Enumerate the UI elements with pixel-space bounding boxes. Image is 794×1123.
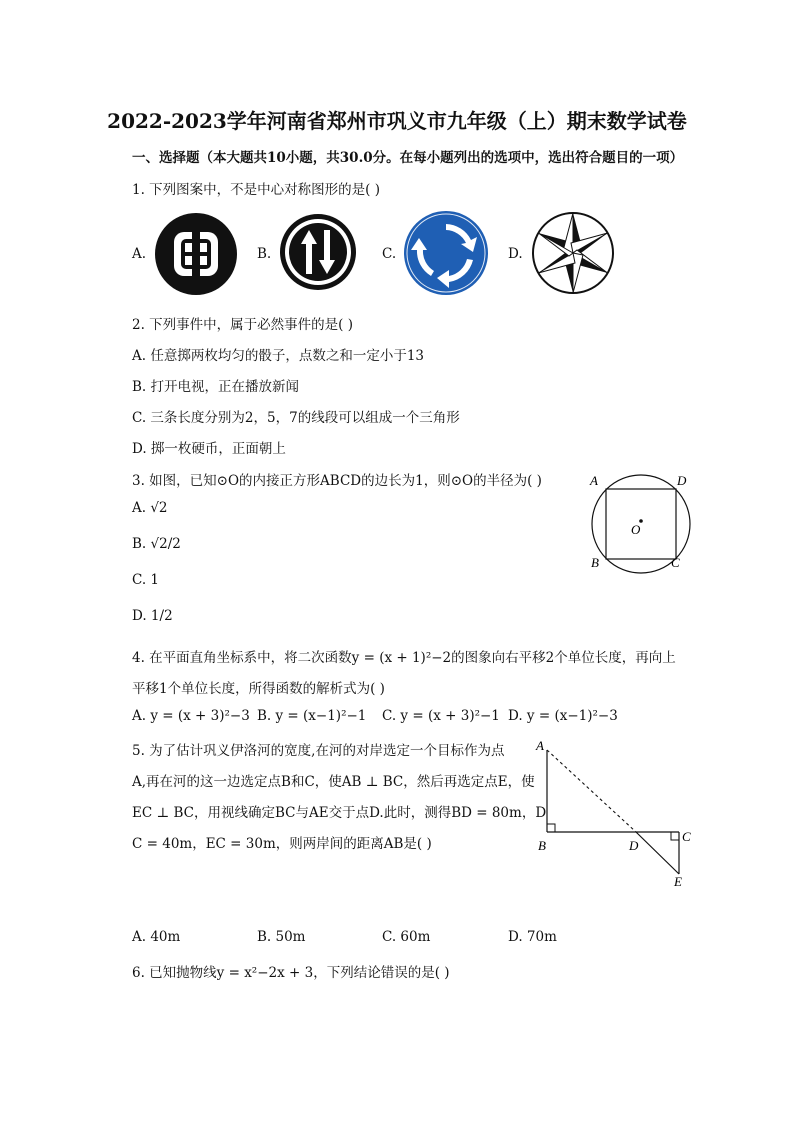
q3-option-c: C. 1	[132, 572, 160, 588]
q1-stem: 1. 下列图案中，不是中心对称图形的是( )	[132, 182, 380, 198]
q5-line4: C = 40m，EC = 30m，则两岸间的距离AB是( )	[132, 836, 432, 852]
q3-stem: 3. 如图，已知⊙O的内接正方形ABCD的边长为1，则⊙O的半径为( )	[132, 473, 542, 489]
label-a: A	[590, 473, 598, 488]
q3-option-a: A. √2	[132, 500, 168, 516]
label-b: B	[591, 555, 599, 570]
coin-symbol-figure	[154, 212, 238, 296]
q3-option-d: D. 1/2	[132, 608, 173, 624]
roundabout-sign-figure	[403, 210, 489, 296]
q4-option-d: D. y = (x−1)²−3	[508, 708, 618, 724]
q5-option-c: C. 60m	[382, 929, 431, 945]
page-title: 2022-2023学年河南省郑州市巩义市九年级（上）期末数学试卷	[107, 109, 687, 133]
q5-line2: A,再在河的这一边选定点B和C，使AB ⊥ BC，然后再选定点E，使	[132, 774, 535, 790]
river-triangle-figure	[532, 736, 702, 892]
section-heading: 一、选择题（本大题共10小题，共30.0分。在每小题列出的选项中，选出符合题目的一项）	[132, 150, 684, 166]
q2-option-c: C. 三条长度分别为2，5，7的线段可以组成一个三角形	[132, 410, 460, 426]
q4-stem-line2: 平移1个单位长度，所得函数的解析式为( )	[132, 681, 385, 697]
label-c: C	[682, 829, 691, 844]
q4-stem-line1: 4. 在平面直角坐标系中，将二次函数y = (x + 1)²−2的图象向右平移2个单位长度，再向上	[132, 650, 676, 666]
q1-option-d: D.	[508, 246, 523, 262]
label-c: C	[671, 555, 680, 570]
q2-option-b: B. 打开电视，正在播放新闻	[132, 379, 300, 395]
q2-stem: 2. 下列事件中，属于必然事件的是( )	[132, 317, 353, 333]
q5-line1: 5. 为了估计巩义伊洛河的宽度,在河的对岸选定一个目标作为点	[132, 743, 505, 759]
q2-option-d: D. 掷一枚硬币，正面朝上	[132, 441, 286, 457]
q4-option-b: B. y = (x−1)²−1	[257, 708, 367, 724]
label-d: D	[629, 838, 639, 853]
q5-option-a: A. 40m	[132, 929, 181, 945]
q2-option-a: A. 任意掷两枚均匀的骰子，点数之和一定小于13	[132, 348, 425, 364]
q4-option-c: C. y = (x + 3)²−1	[382, 708, 500, 724]
label-e: E	[674, 874, 682, 889]
q1-option-a: A.	[132, 246, 147, 262]
circle-square-figure	[585, 470, 695, 574]
q3-option-b: B. √2/2	[132, 536, 181, 552]
q5-option-b: B. 50m	[257, 929, 306, 945]
q5-line3: EC ⊥ BC，用视线确定BC与AE交于点D.此时，测得BD = 80m，D	[132, 805, 547, 821]
q6-stem: 6. 已知抛物线y = x²−2x + 3，下列结论错误的是( )	[132, 965, 450, 981]
label-d: D	[677, 473, 687, 488]
q4-option-a: A. y = (x + 3)²−3	[132, 708, 250, 724]
label-b: B	[538, 838, 546, 853]
q1-option-c: C.	[382, 246, 397, 262]
six-point-star-figure	[531, 211, 615, 295]
two-way-arrows-figure	[279, 212, 357, 292]
q1-option-b: B.	[257, 246, 272, 262]
q5-option-d: D. 70m	[508, 929, 557, 945]
label-a: A	[536, 738, 544, 753]
label-o: O	[631, 522, 641, 537]
